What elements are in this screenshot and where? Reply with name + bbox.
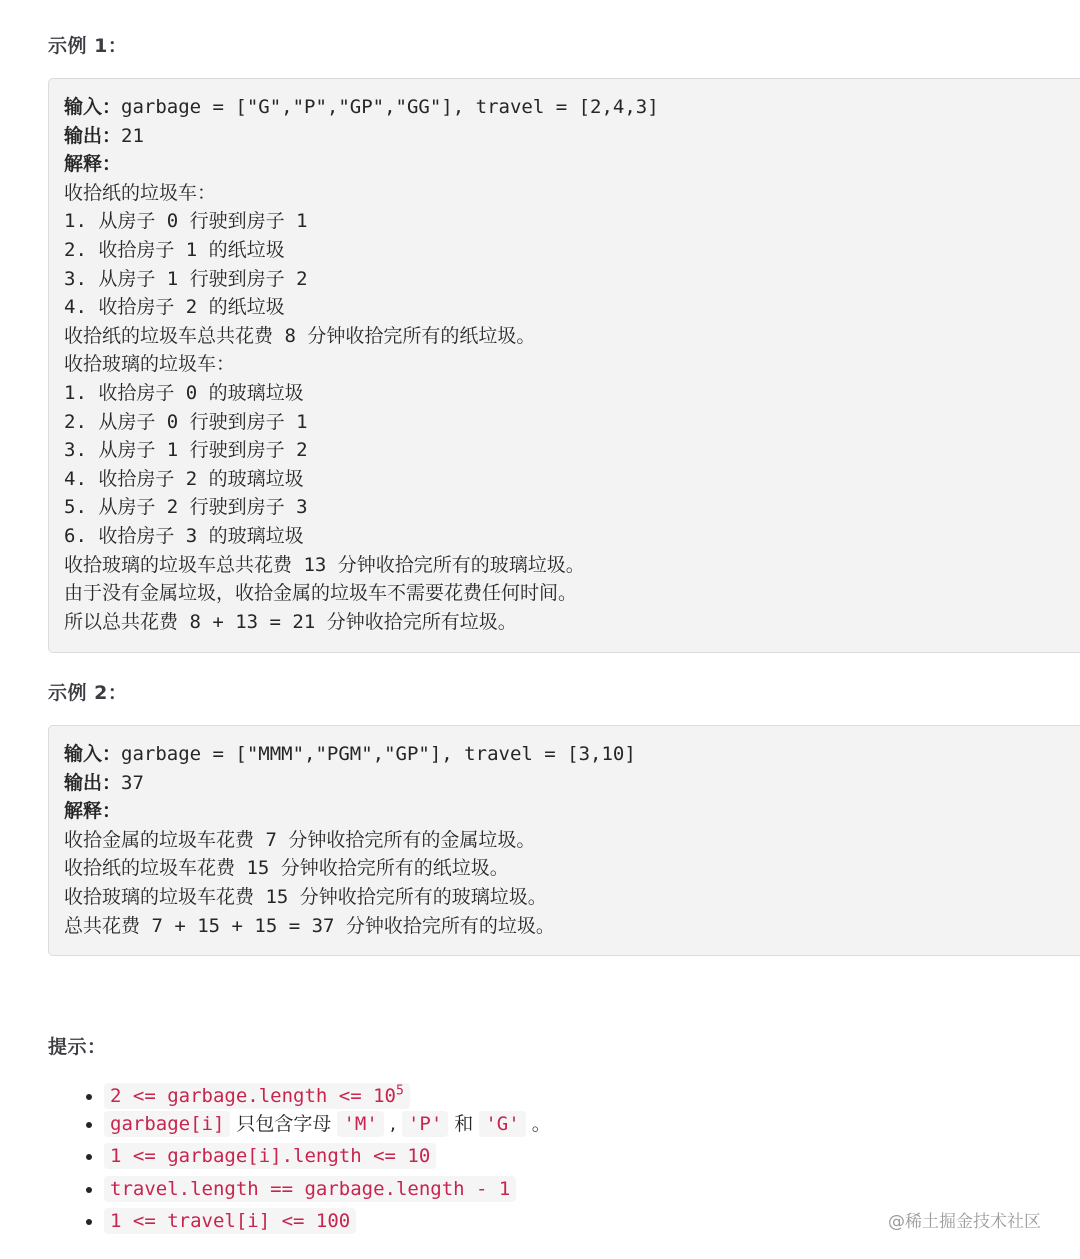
constraint-code: travel.length == garbage.length - 1 (104, 1176, 516, 1202)
explain-line: 收拾金属的垃圾车花费 7 分钟收拾完所有的金属垃圾。 (64, 828, 536, 851)
constraint-code: 1 <= travel[i] <= 100 (104, 1208, 356, 1234)
explain-line: 5. 从房子 2 行驶到房子 3 (64, 496, 308, 519)
output-line (64, 122, 1080, 151)
output-value: 37 (121, 771, 144, 794)
explain-line: 收拾纸的垃圾车花费 15 分钟收拾完所有的纸垃圾。 (64, 857, 509, 880)
explain-line: 2. 收拾房子 1 的纸垃圾 (64, 238, 285, 261)
constraints-list (70, 1076, 551, 1237)
explain-line: 收拾纸的垃圾车： (64, 181, 217, 204)
constraint-text: 只包含字母 (230, 1113, 338, 1136)
explain-line: 4. 收拾房子 2 的纸垃圾 (64, 296, 285, 319)
example-1-heading: 示例 1： (48, 35, 128, 57)
input-value: garbage = ["G","P","GP","GG"], travel = [2,4,3] (121, 96, 659, 118)
constraint-text: 和 (448, 1113, 480, 1136)
explain-line: 收拾纸的垃圾车总共花费 8 分钟收拾完所有的纸垃圾。 (64, 324, 536, 347)
list-item (104, 1205, 551, 1237)
explain-line: 6. 收拾房子 3 的玻璃垃圾 (64, 524, 304, 547)
explain-line: 4. 收拾房子 2 的玻璃垃圾 (64, 467, 304, 490)
explain-label: 解释： (64, 153, 122, 176)
list-item (104, 1173, 551, 1205)
constraint-code: 'P' (402, 1111, 448, 1137)
explain-line: 1. 收拾房子 0 的玻璃垃圾 (64, 381, 304, 404)
example-2-heading: 示例 2： (48, 682, 128, 704)
explain-line: 3. 从房子 1 行驶到房子 2 (64, 267, 308, 290)
explain-line: 收拾玻璃的垃圾车： (64, 353, 236, 376)
constraint-code: garbage[i] (104, 1111, 230, 1137)
list-item (104, 1108, 551, 1140)
explain-line: 2. 从房子 0 行驶到房子 1 (64, 410, 308, 433)
output-value: 21 (121, 124, 144, 147)
constraint-text: 2 <= garbage.length <= 10 (110, 1085, 396, 1108)
explain-line: 收拾玻璃的垃圾车总共花费 13 分钟收拾完所有的玻璃垃圾。 (64, 553, 585, 576)
explain-line: 所以总共花费 8 + 13 = 21 分钟收拾完所有垃圾。 (64, 610, 517, 633)
explain-line: 收拾玻璃的垃圾车花费 15 分钟收拾完所有的玻璃垃圾。 (64, 885, 547, 908)
input-line (64, 93, 1080, 122)
constraint-text: , (383, 1113, 402, 1136)
example-2-code-block (48, 725, 1080, 956)
input-label: 输入： (64, 743, 122, 765)
exponent: 5 (395, 1084, 404, 1099)
watermark: @稀土掘金技术社区 (888, 1212, 1041, 1232)
explain-line: 由于没有金属垃圾，收拾金属的垃圾车不需要花费任何时间。 (64, 582, 578, 605)
output-label: 输出： (64, 124, 122, 147)
explain-line: 总共花费 7 + 15 + 15 = 37 分钟收拾完所有的垃圾。 (64, 914, 555, 937)
input-label: 输入： (64, 96, 122, 118)
output-label: 输出： (64, 771, 122, 794)
explain-label: 解释： (64, 800, 122, 823)
output-line (64, 769, 1080, 798)
constraint-code (104, 1083, 410, 1109)
constraint-text: 。 (525, 1113, 551, 1136)
constraint-code: 1 <= garbage[i].length <= 10 (104, 1143, 436, 1169)
example-1-code-block (48, 78, 1080, 653)
list-item (104, 1140, 551, 1172)
input-line (64, 740, 1080, 769)
explain-line: 1. 从房子 0 行驶到房子 1 (64, 210, 308, 233)
input-value: garbage = ["MMM","PGM","GP"], travel = [3,10] (121, 743, 636, 765)
explain-line: 3. 从房子 1 行驶到房子 2 (64, 439, 308, 462)
list-item (104, 1076, 551, 1108)
tips-heading: 提示： (48, 1036, 107, 1058)
constraint-code: 'M' (337, 1111, 383, 1137)
constraint-code: 'G' (479, 1111, 525, 1137)
